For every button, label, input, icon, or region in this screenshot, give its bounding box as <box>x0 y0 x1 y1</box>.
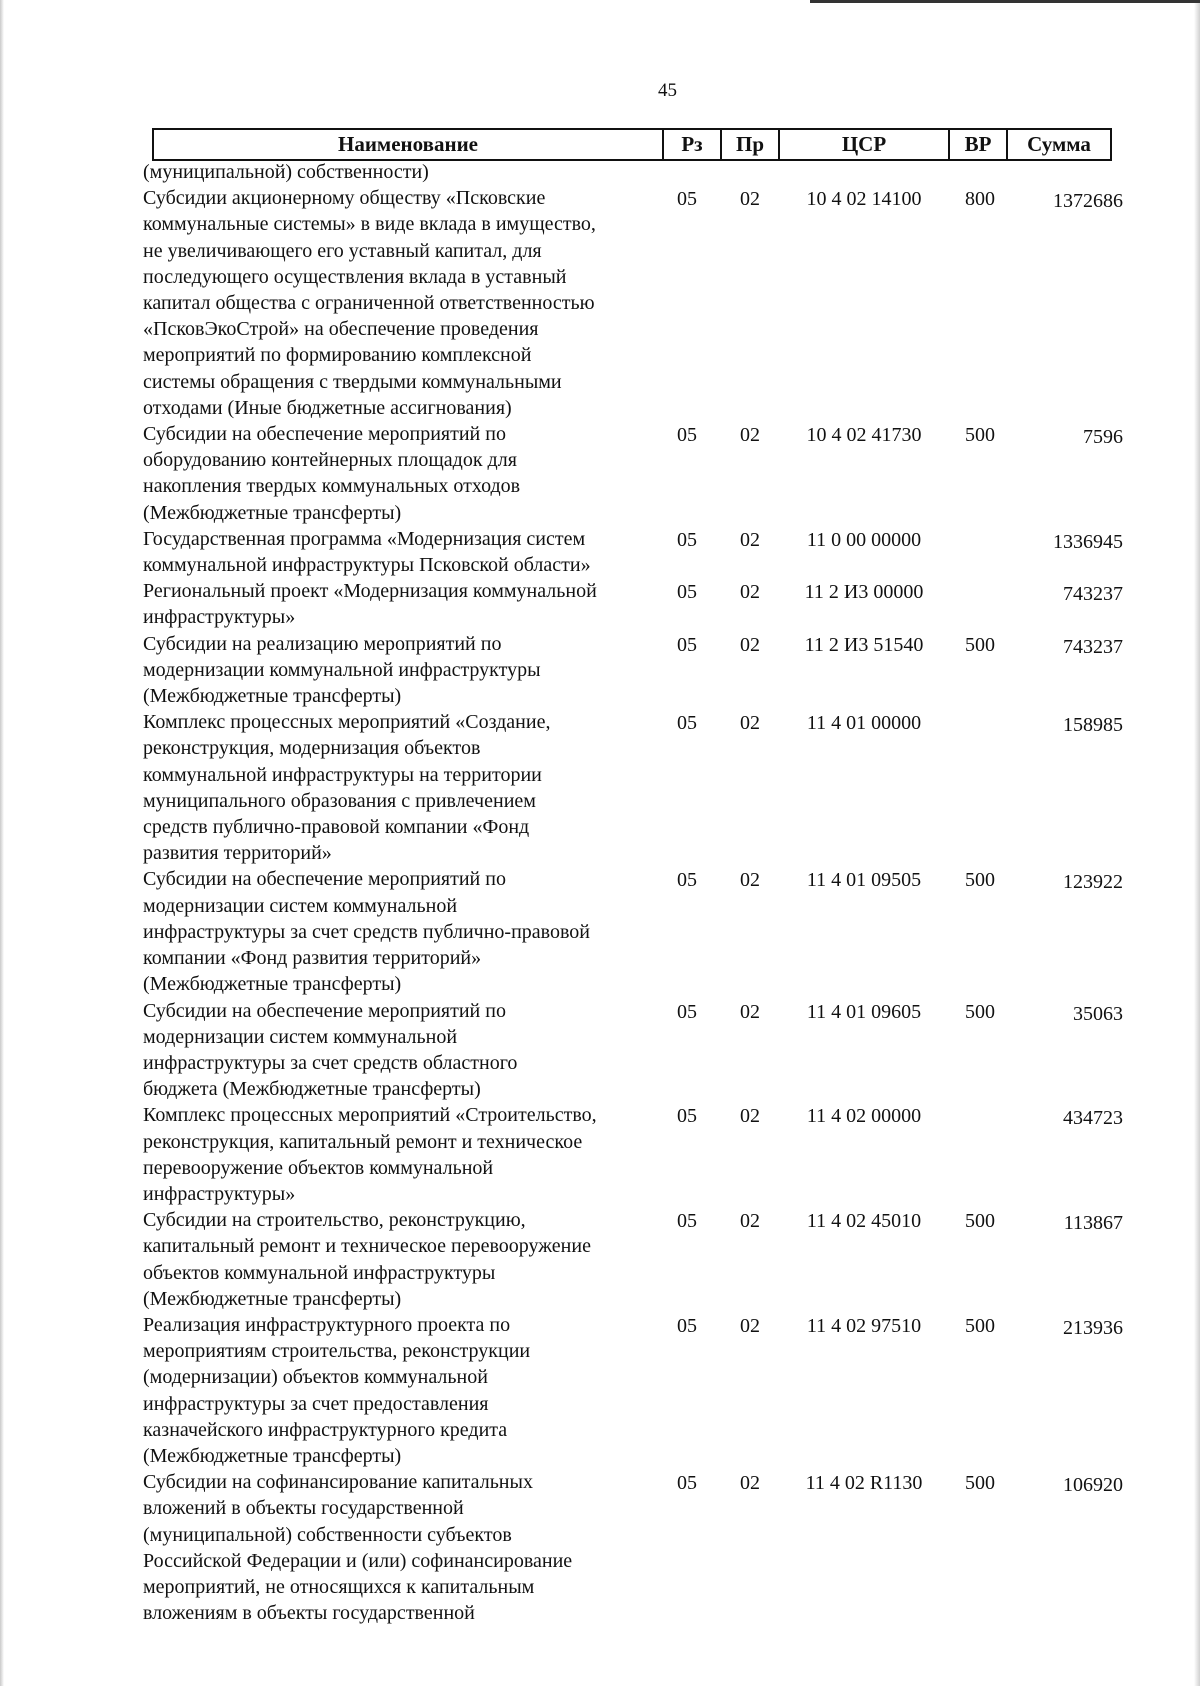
cell-rz: 05 <box>677 1105 697 1128</box>
cell-rz: 05 <box>677 633 697 656</box>
cell-vr: 500 <box>965 1000 995 1023</box>
cell-csr: 11 0 00 00000 <box>806 528 922 551</box>
cell-name: (муниципальной) собственности) <box>143 161 429 183</box>
cell-name: Субсидии на обеспечение мероприятий по модернизации систем коммунальной инфраструктуры за счет средств областного бюджета (Межбюджетные трансферты) <box>143 999 518 1101</box>
cell-vr <box>949 159 1011 160</box>
cell-sum: 123922 <box>1063 871 1123 894</box>
cell-pr: 02 <box>740 1472 760 1495</box>
cell-pr: 02 <box>740 712 760 735</box>
cell-rz: 05 <box>677 188 697 211</box>
header-name: Наименование <box>154 130 664 159</box>
cell-pr: 02 <box>740 188 760 211</box>
table-row <box>143 998 1123 1103</box>
cell-sum: 106920 <box>1063 1474 1123 1497</box>
cell-sum <box>1011 159 1123 162</box>
cell-sum: 434723 <box>1063 1107 1123 1130</box>
cell-rz <box>653 159 721 160</box>
cell-rz: 05 <box>677 528 697 551</box>
table-row <box>143 1469 1123 1626</box>
cell-csr: 11 4 02 45010 <box>806 1210 922 1233</box>
cell-rz: 05 <box>677 1472 697 1495</box>
cell-vr: 500 <box>965 869 995 892</box>
cell-pr: 02 <box>740 1000 760 1023</box>
header-rz: Рз <box>664 130 722 159</box>
table-row <box>143 631 1123 710</box>
cell-sum: 743237 <box>1063 583 1123 606</box>
cell-sum: 743237 <box>1063 635 1123 658</box>
cell-vr <box>949 709 1011 710</box>
cell-name: Комплекс процессных мероприятий «Строительство, реконструкция, капитальный ремонт и техническое перевооружение объектов коммунальной инфраструктуры» <box>143 1104 597 1205</box>
cell-name: Субсидии на обеспечение мероприятий по оборудованию контейнерных площадок для накопления твердых коммунальных отходов (Межбюджетные трансферты) <box>143 423 521 524</box>
cell-rz: 05 <box>677 581 697 604</box>
cell-rz: 05 <box>677 1000 697 1023</box>
cell-vr: 500 <box>965 424 995 447</box>
cell-pr <box>721 159 779 160</box>
cell-pr: 02 <box>740 1210 760 1233</box>
table-body <box>143 159 1123 1626</box>
cell-rz: 05 <box>677 869 697 892</box>
cell-vr: 800 <box>965 188 995 211</box>
header-csr: ЦСР <box>780 130 950 159</box>
cell-name: Комплекс процессных мероприятий «Создание, реконструкция, модернизация объектов коммунальной инфраструктуры на территории муниципального образования с привлечением средств публично-правовой компании «Фонд развития территорий» <box>143 711 551 865</box>
cell-vr: 500 <box>965 1314 995 1337</box>
cell-vr <box>949 526 1011 527</box>
cell-name: Субсидии на реализацию мероприятий по модернизации коммунальной инфраструктуры (Межбюджетные трансферты) <box>143 632 541 708</box>
cell-pr: 02 <box>740 581 760 604</box>
table-row <box>143 709 1123 866</box>
table-row <box>143 1102 1123 1207</box>
cell-csr <box>779 159 949 160</box>
cell-name: Государственная программа «Модернизация систем коммунальной инфраструктуры Псковской области» <box>143 527 591 577</box>
scan-edge-right <box>1194 0 1200 1686</box>
table-row <box>143 159 1123 185</box>
cell-csr: 11 4 02 R1130 <box>805 1472 923 1495</box>
cell-vr <box>949 578 1011 579</box>
cell-vr: 500 <box>965 1472 995 1495</box>
cell-pr: 02 <box>740 869 760 892</box>
cell-name: Региональный проект «Модернизация коммунальной инфраструктуры» <box>143 580 597 629</box>
cell-pr: 02 <box>740 424 760 447</box>
cell-csr: 11 4 01 09605 <box>806 1000 922 1023</box>
cell-rz: 05 <box>677 712 697 735</box>
cell-rz: 05 <box>677 424 697 447</box>
table-row <box>143 421 1123 526</box>
cell-vr <box>949 1102 1011 1103</box>
cell-pr: 02 <box>740 633 760 656</box>
cell-csr: 11 4 02 00000 <box>806 1105 922 1128</box>
cell-rz: 05 <box>677 1210 697 1233</box>
scan-top-line <box>810 0 1200 3</box>
cell-sum: 213936 <box>1063 1316 1123 1339</box>
cell-name: Субсидии на софинансирование капитальных вложений в объекты государственной (муниципальной) собственности субъектов Российской Федерации и (или) софинансирование мероприятий, не относящихся к капитальным вложениям в объекты государственной <box>143 1471 573 1625</box>
cell-pr: 02 <box>740 1105 760 1128</box>
table-row <box>143 578 1123 630</box>
cell-sum: 1372686 <box>1053 190 1123 213</box>
table-row <box>143 185 1123 421</box>
scan-edge-left <box>0 0 4 1686</box>
cell-csr: 11 4 01 00000 <box>806 712 922 735</box>
cell-rz: 05 <box>677 1314 697 1337</box>
cell-csr: 10 4 02 14100 <box>806 188 922 211</box>
cell-vr: 500 <box>965 1210 995 1233</box>
cell-sum: 35063 <box>1073 1002 1123 1025</box>
header-sum: Сумма <box>1027 132 1091 156</box>
table-row <box>143 1207 1123 1312</box>
cell-name: Субсидии на строительство, реконструкцию, капитальный ремонт и техническое перевооружение объектов коммунальной инфраструктуры (Межбюджетные трансферты) <box>143 1209 591 1310</box>
cell-vr: 500 <box>965 633 995 656</box>
cell-csr: 11 4 01 09505 <box>806 869 922 892</box>
cell-name: Субсидии на обеспечение мероприятий по модернизации систем коммунальной инфраструктуры за счет средств публично-правовой компании «Фонд развития территорий» (Межбюджетные трансферты) <box>143 868 590 996</box>
cell-csr: 11 4 02 97510 <box>806 1314 922 1337</box>
cell-sum: 1336945 <box>1053 530 1123 553</box>
header-pr: Пр <box>722 130 780 159</box>
table-header <box>152 128 1112 161</box>
cell-pr: 02 <box>740 528 760 551</box>
table-row <box>143 866 1123 997</box>
header-vr: ВР <box>950 130 1008 159</box>
cell-pr: 02 <box>740 1314 760 1337</box>
table-row <box>143 526 1123 578</box>
cell-sum: 7596 <box>1083 426 1123 449</box>
table-row <box>143 1312 1123 1469</box>
cell-name: Субсидии акционерному обществу «Псковские коммунальные системы» в виде вклада в имущество, не увеличивающего его уставный капитал, для последующего осуществления вклада в уставный капитал общества с ограниченной ответственностью «ПсковЭкоСтрой» на обеспечение проведения мероприятий по формированию комплексной системы обращения с твердыми коммунальными отходами (Иные бюджетные ассигнования) <box>143 187 596 419</box>
cell-csr: 10 4 02 41730 <box>806 424 922 447</box>
cell-sum: 113867 <box>1063 1212 1123 1235</box>
cell-name: Реализация инфраструктурного проекта по мероприятиям строительства, реконструкции (модернизации) объектов коммунальной инфраструктуры за счет предоставления казначейского инфраструктурного кредита (Межбюджетные трансферты) <box>143 1313 531 1467</box>
page-number: 45 <box>658 80 677 101</box>
cell-csr: 11 2 И3 51540 <box>804 633 924 656</box>
cell-csr: 11 2 И3 00000 <box>804 581 924 604</box>
cell-sum: 158985 <box>1063 714 1123 737</box>
